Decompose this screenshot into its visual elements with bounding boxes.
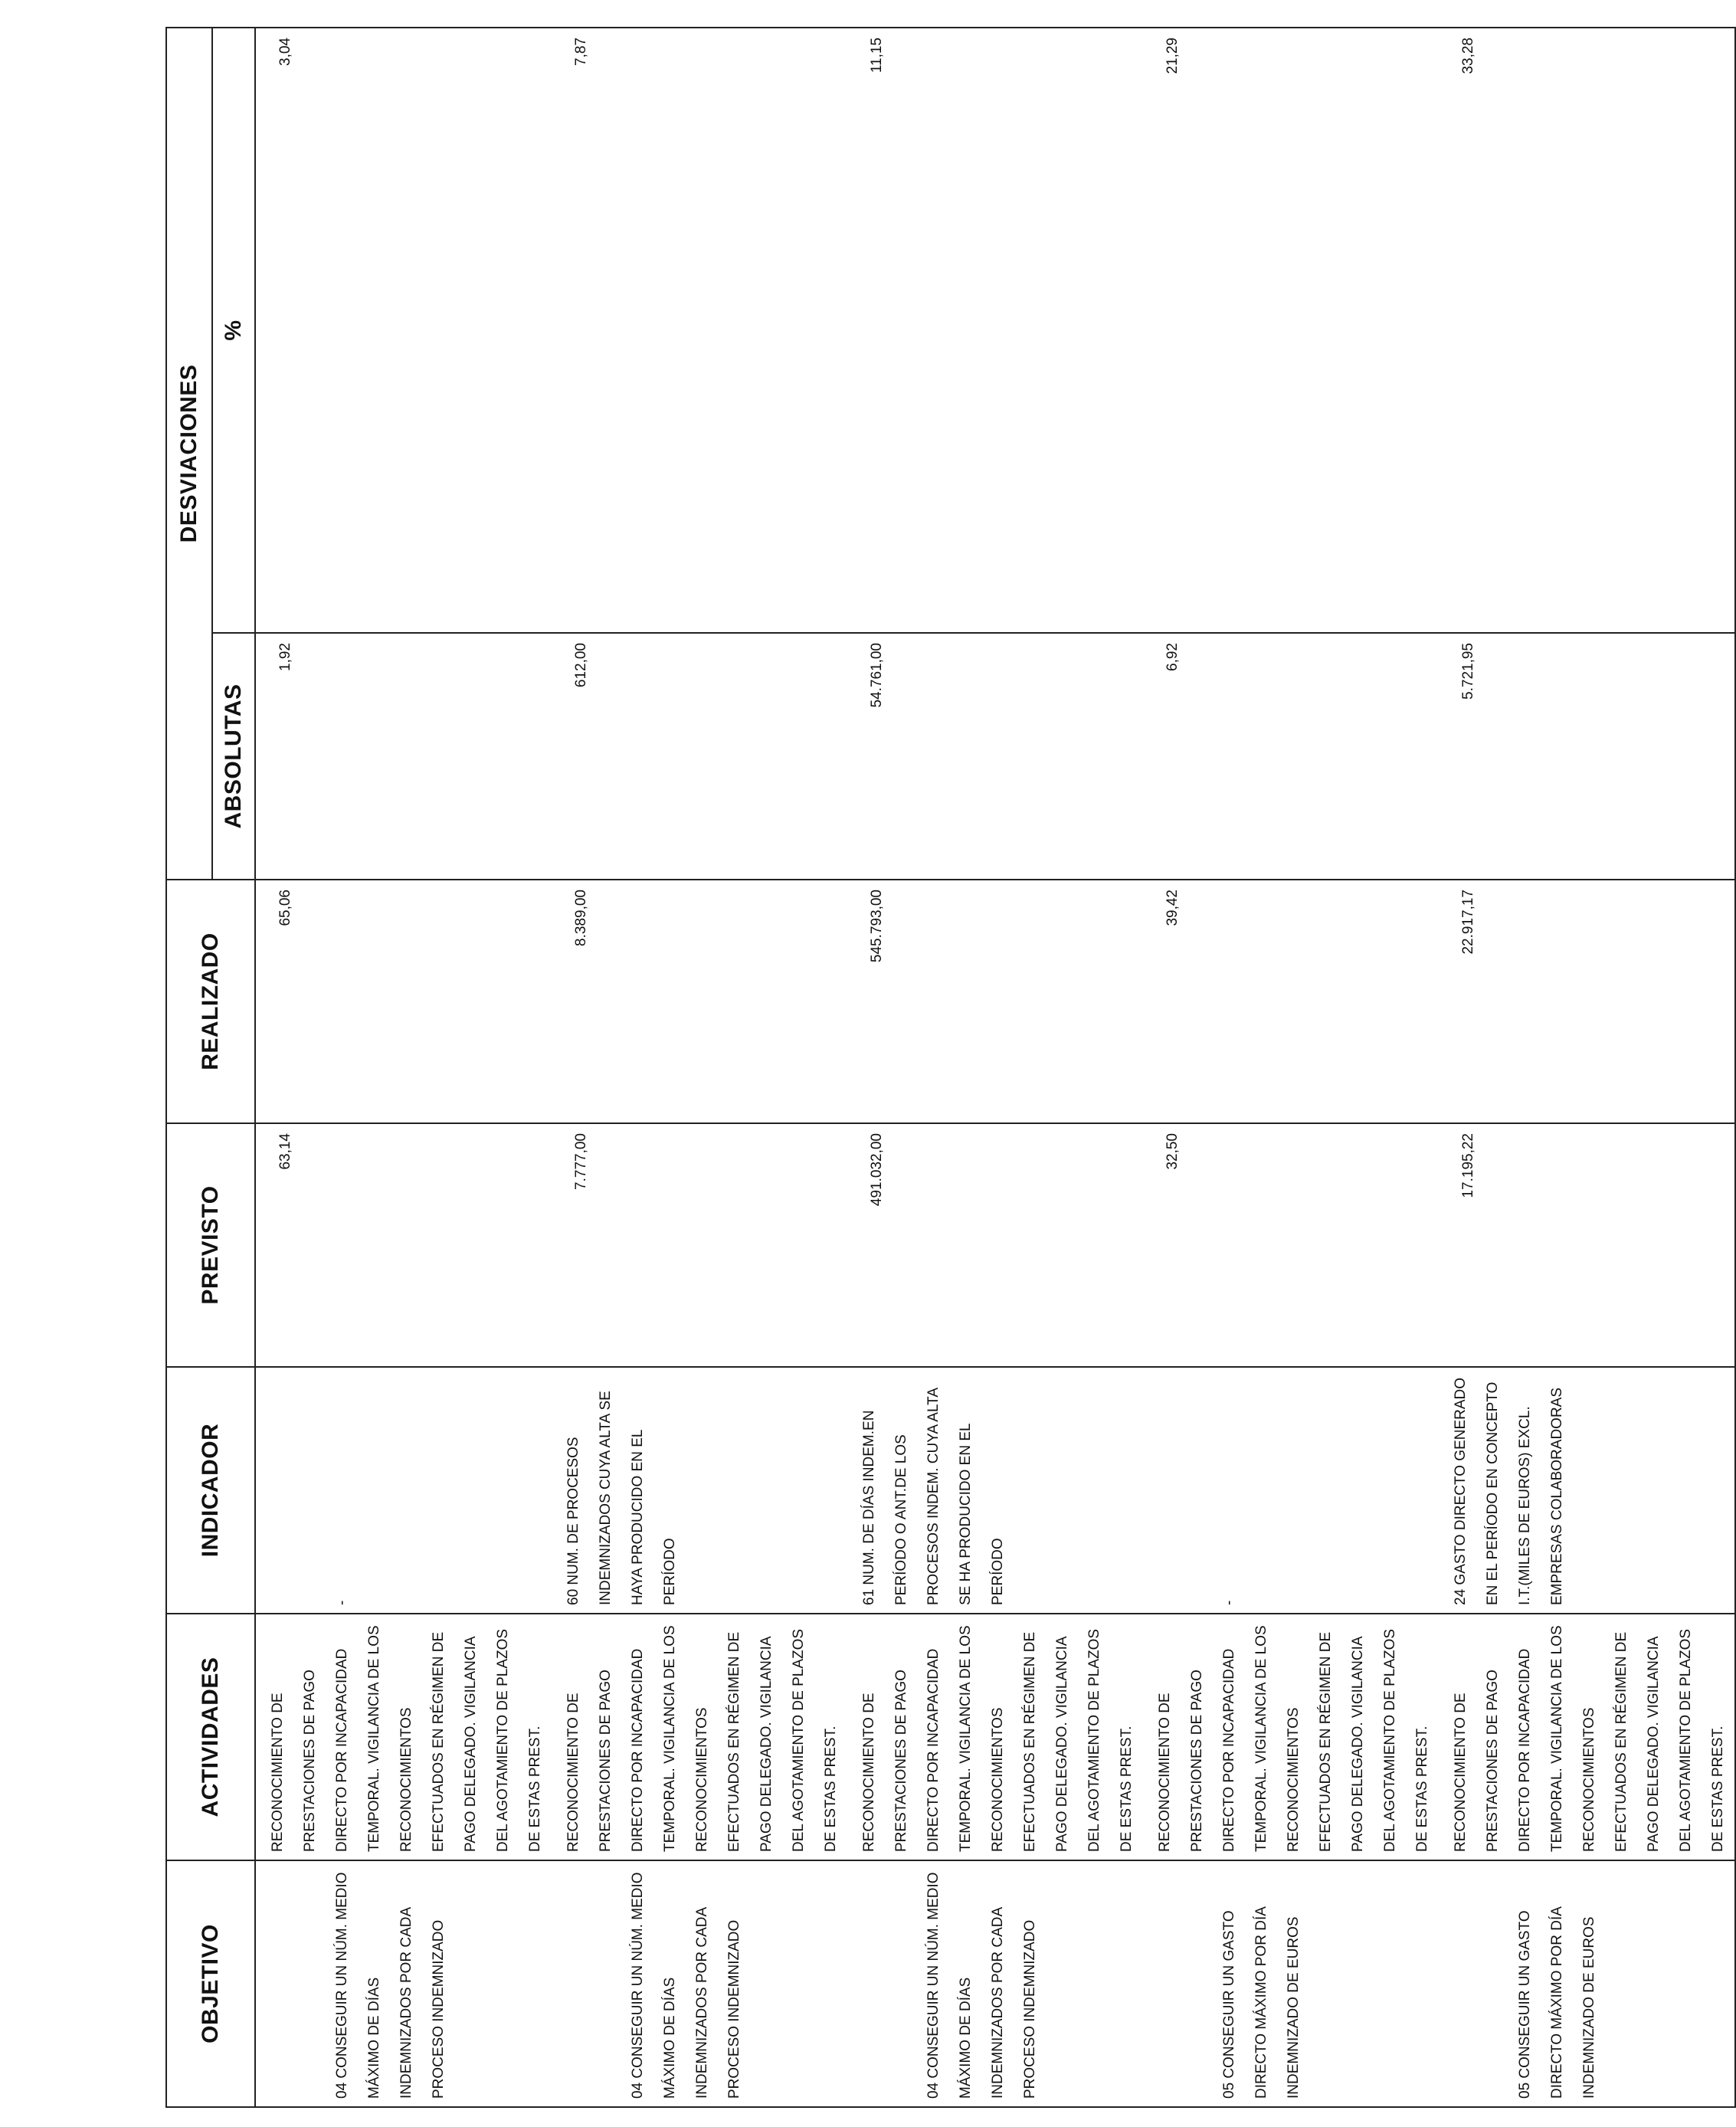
header-previsto: PREVISTO — [166, 1123, 255, 1367]
header-indicador: INDICADOR — [166, 1367, 255, 1614]
cell-actividades: RECONOCIMIENTO DE PRESTACIONES DE PAGO DIRECTO POR INCAPACIDAD TEMPORAL. VIGILANCIA DE LOS RECONOCIMIENTOS EFECTUADOS EN RÉGIMEN DE PAGO DELEGADO. VIGILANCIA DEL AGOTAMIENTO DE PLAZOS DE ESTAS PREST. — [1439, 1614, 1735, 1860]
cell-objetivo: 05 CONSEGUIR UN GASTO DIRECTO MÁXIMO POR DÍA INDEMNIZADO DE EUROS — [1143, 1860, 1439, 2107]
table-row — [1439, 28, 1735, 2107]
header-porcentaje: % — [212, 28, 255, 633]
cell-previsto: 32,50 — [1143, 1123, 1439, 1367]
cell-objetivo: 05 CONSEGUIR UN GASTO DIRECTO MÁXIMO POR DÍA INDEMNIZADO DE EUROS — [1439, 1860, 1735, 2107]
cell-actividades: RECONOCIMIENTO DE PRESTACIONES DE PAGO DIRECTO POR INCAPACIDAD TEMPORAL. VIGILANCIA DE LOS RECONOCIMIENTOS EFECTUADOS EN RÉGIMEN DE PAGO DELEGADO. VIGILANCIA DEL AGOTAMIENTO DE PLAZOS DE ESTAS PREST. — [1143, 1614, 1439, 1860]
cell-indicador: - — [255, 1367, 552, 1614]
cell-realizado: 65,06 — [255, 880, 552, 1123]
cell-objetivo: 04 CONSEGUIR UN NÚM. MEDIO MÁXIMO DE DÍAS INDEMNIZADOS POR CADA PROCESO INDEMNIZADO — [255, 1860, 552, 2107]
cell-realizado: 39,42 — [1143, 880, 1439, 1123]
cell-previsto: 491.032,00 — [847, 1123, 1143, 1367]
cell-porcentaje: 11,15 — [847, 28, 1143, 633]
table-row — [1143, 28, 1439, 2107]
header-objetivo: OBJETIVO — [166, 1860, 255, 2107]
cell-actividades: RECONOCIMIENTO DE PRESTACIONES DE PAGO DIRECTO POR INCAPACIDAD TEMPORAL. VIGILANCIA DE LOS RECONOCIMIENTOS EFECTUADOS EN RÉGIMEN DE PAGO DELEGADO. VIGILANCIA DEL AGOTAMIENTO DE PLAZOS DE ESTAS PREST. — [847, 1614, 1143, 1860]
objectives-table — [165, 27, 1736, 2108]
table-row — [552, 28, 847, 2107]
cell-absolutas: 1,92 — [255, 633, 552, 880]
header-absolutas: ABSOLUTAS — [212, 633, 255, 880]
cell-realizado: 545.793,00 — [847, 880, 1143, 1123]
cell-previsto: 63,14 — [255, 1123, 552, 1367]
cell-previsto: 7.777,00 — [552, 1123, 847, 1367]
rotated-report-table-container — [165, 28, 1726, 2108]
cell-actividades: RECONOCIMIENTO DE PRESTACIONES DE PAGO DIRECTO POR INCAPACIDAD TEMPORAL. VIGILANCIA DE LOS RECONOCIMIENTOS EFECTUADOS EN RÉGIMEN DE PAGO DELEGADO. VIGILANCIA DEL AGOTAMIENTO DE PLAZOS DE ESTAS PREST. — [552, 1614, 847, 1860]
cell-porcentaje: 3,04 — [255, 28, 552, 633]
cell-indicador: 61 NUM. DE DÍAS INDEM.EN PERÍODO O ANT.DE LOS PROCESOS INDEM. CUYA ALTA SE HA PRODUCIDO EN EL PERÍODO — [847, 1367, 1143, 1614]
header-realizado: REALIZADO — [166, 880, 255, 1123]
cell-absolutas: 6,92 — [1143, 633, 1439, 880]
cell-realizado: 22.917,17 — [1439, 880, 1735, 1123]
header-actividades: ACTIVIDADES — [166, 1614, 255, 1860]
header-desviaciones: DESVIACIONES — [166, 28, 212, 880]
cell-objetivo: 04 CONSEGUIR UN NÚM. MEDIO MÁXIMO DE DÍAS INDEMNIZADOS POR CADA PROCESO INDEMNIZADO — [552, 1860, 847, 2107]
table-row — [847, 28, 1143, 2107]
cell-indicador: 24 GASTO DIRECTO GENERADO EN EL PERÍODO EN CONCEPTO I.T.(MILES DE EUROS) EXCL. EMPRESAS COLABORADORAS — [1439, 1367, 1735, 1614]
cell-previsto: 17.195,22 — [1439, 1123, 1735, 1367]
cell-porcentaje: 33,28 — [1439, 28, 1735, 633]
cell-objetivo: 04 CONSEGUIR UN NÚM. MEDIO MÁXIMO DE DÍAS INDEMNIZADOS POR CADA PROCESO INDEMNIZADO — [847, 1860, 1143, 2107]
cell-porcentaje: 7,87 — [552, 28, 847, 633]
cell-porcentaje: 21,29 — [1143, 28, 1439, 633]
cell-realizado: 8.389,00 — [552, 880, 847, 1123]
cell-absolutas: 54.761,00 — [847, 633, 1143, 880]
cell-indicador: - — [1143, 1367, 1439, 1614]
cell-indicador: 60 NUM. DE PROCESOS INDEMNIZADOS CUYA ALTA SE HAYA PRODUCIDO EN EL PERÍODO — [552, 1367, 847, 1614]
table-row — [255, 28, 552, 2107]
cell-absolutas: 612,00 — [552, 633, 847, 880]
cell-absolutas: 5.721,95 — [1439, 633, 1735, 880]
cell-actividades: RECONOCIMIENTO DE PRESTACIONES DE PAGO DIRECTO POR INCAPACIDAD TEMPORAL. VIGILANCIA DE LOS RECONOCIMIENTOS EFECTUADOS EN RÉGIMEN DE PAGO DELEGADO. VIGILANCIA DEL AGOTAMIENTO DE PLAZOS DE ESTAS PREST. — [255, 1614, 552, 1860]
